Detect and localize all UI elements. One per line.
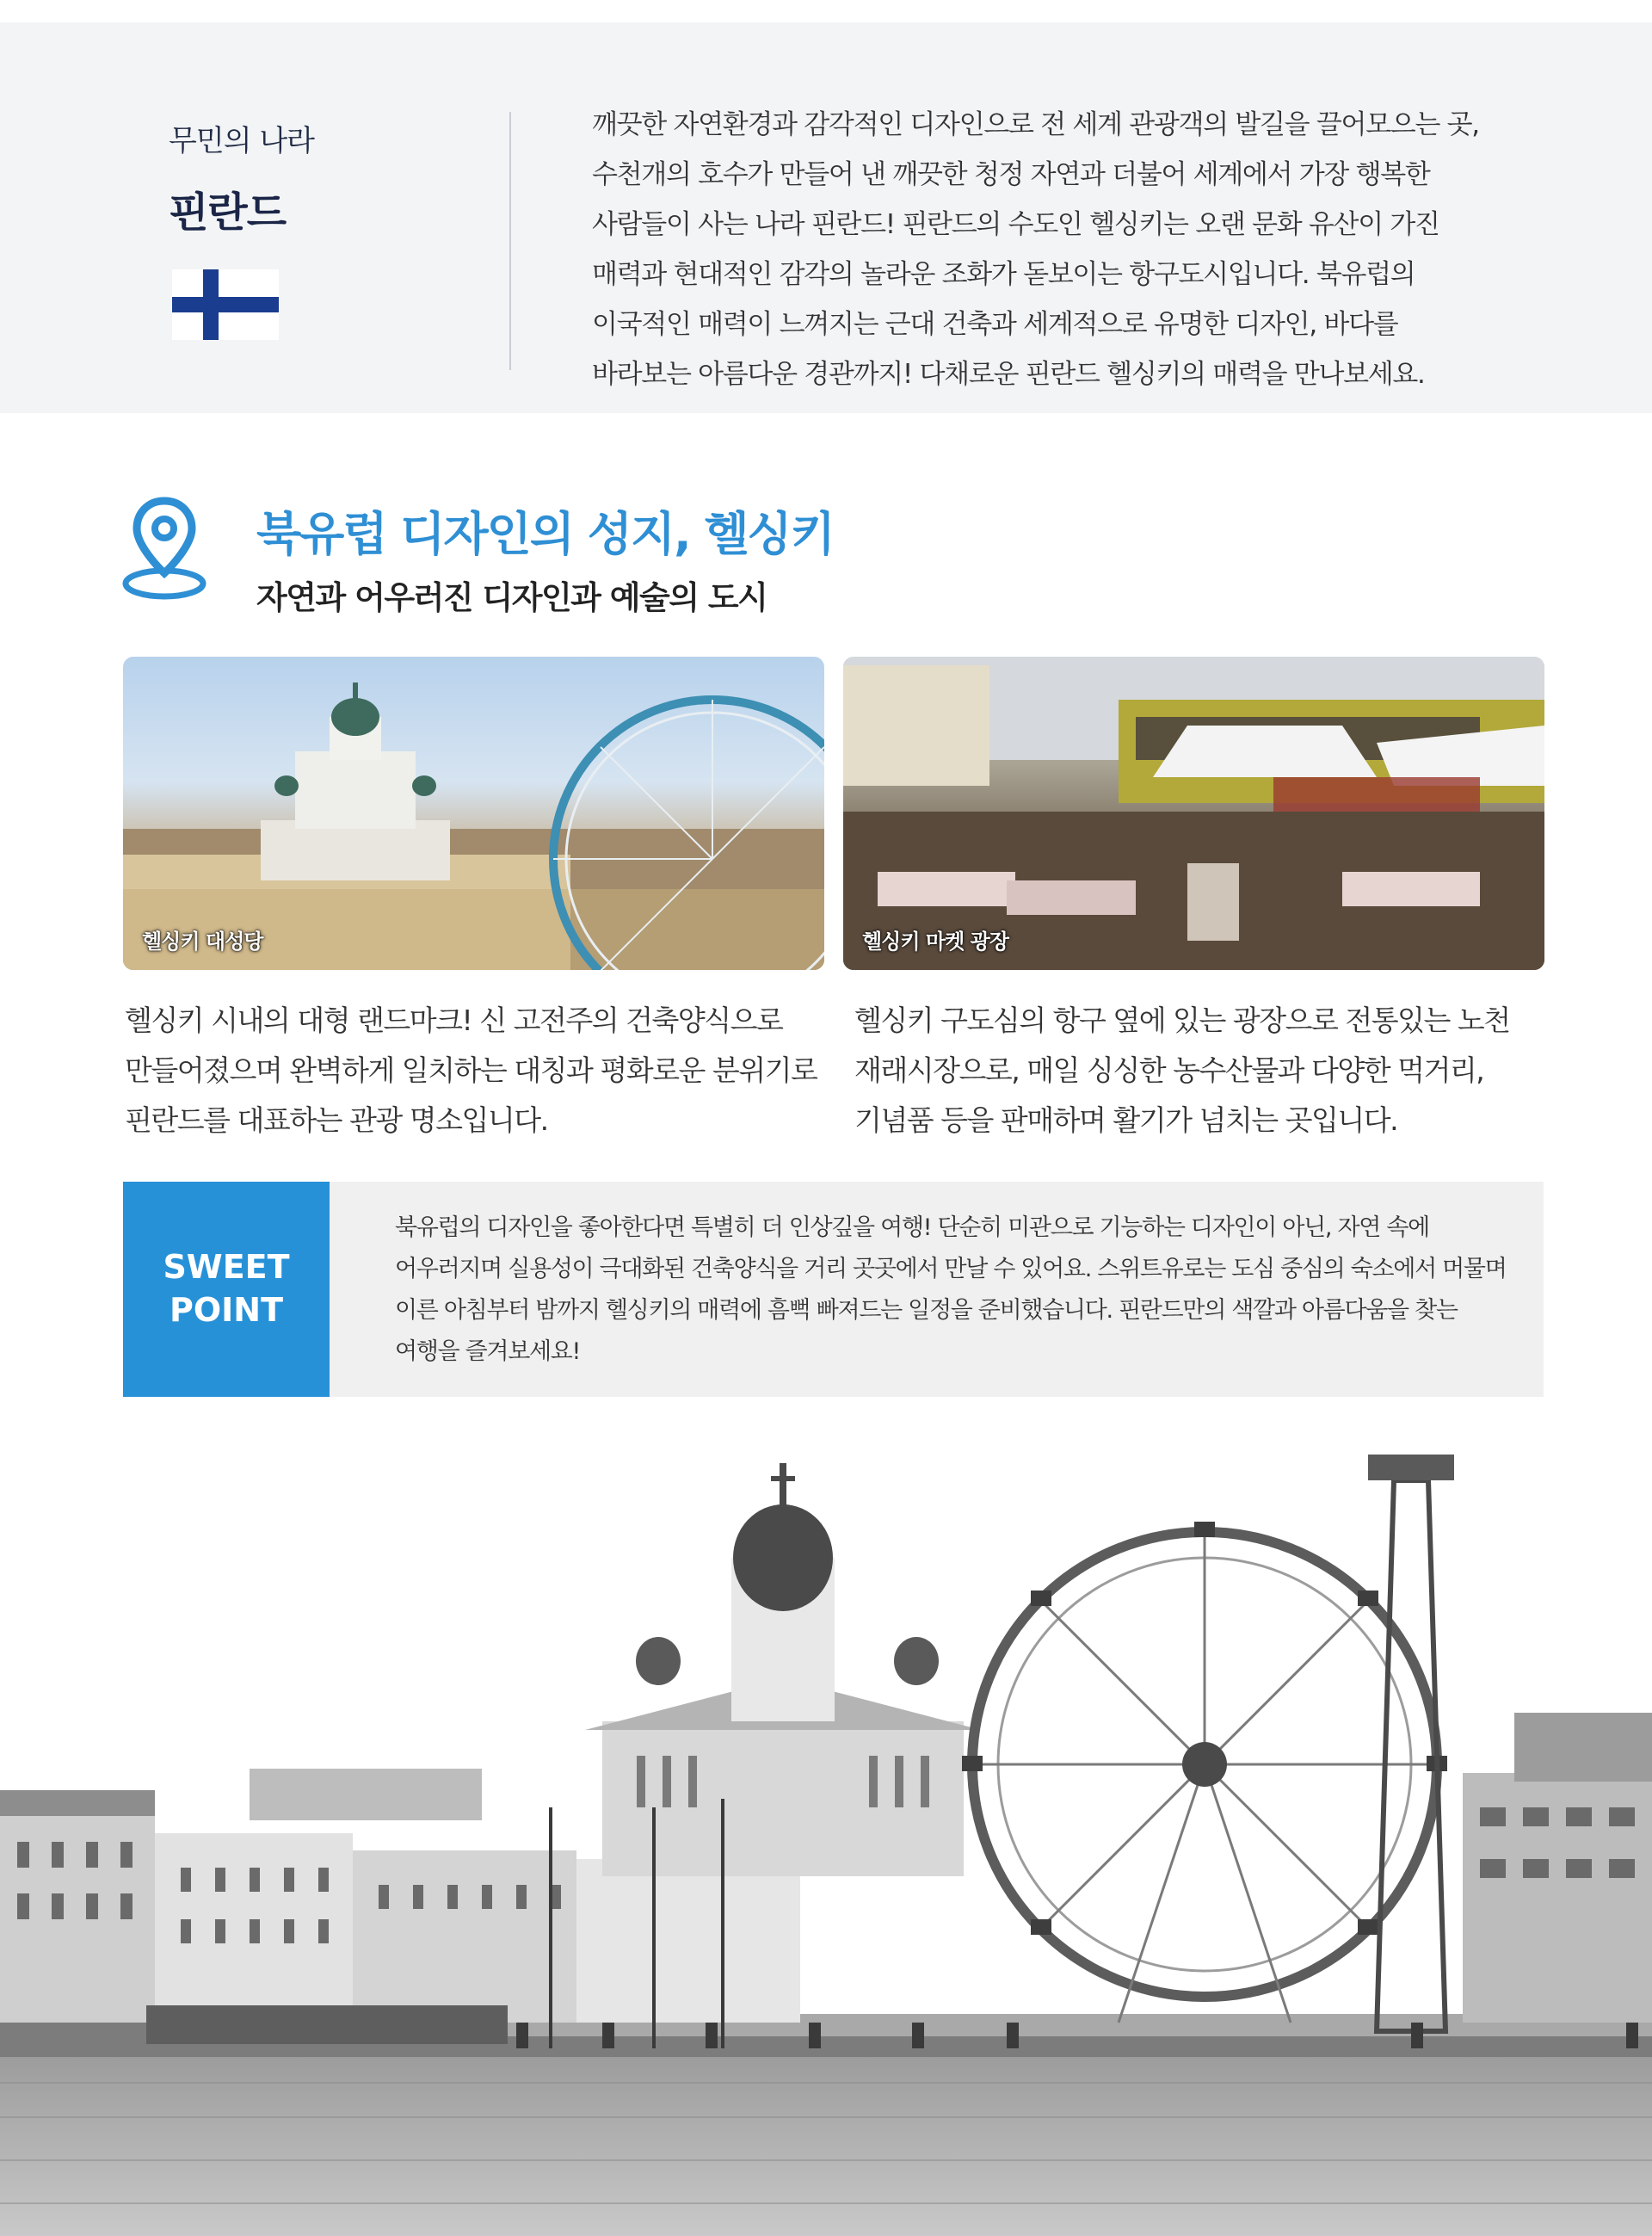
- description-line: 만들어졌으며 완벽하게 일치하는 대칭과 평화로운 분위기로: [125, 1053, 817, 1087]
- divider: [509, 112, 511, 370]
- section-title: 북유럽 디자인의 성지, 헬싱키: [256, 507, 834, 561]
- market-photo: [843, 657, 1544, 970]
- location-pin-icon: [121, 494, 207, 606]
- intro-line: 사람들이 사는 나라 핀란드! 핀란드의 수도인 헬싱키는 오랜 문화 유산이 가진: [592, 209, 1439, 240]
- sweet-point-line: 북유럽의 디자인을 좋아한다면 특별히 더 인상깊을 여행! 단순히 미관으로 기능하는 디자인이 아닌, 자연 속에: [395, 1214, 1429, 1241]
- section-subtitle: 자연과 어우러진 디자인과 예술의 도시: [256, 579, 767, 616]
- sweet-point-box: [123, 1182, 1544, 1397]
- intro-line: 수천개의 호수가 만들어 낸 깨끗한 청정 자연과 더불어 세계에서 가장 행복한: [592, 159, 1430, 190]
- intro-line: 바라보는 아름다운 경관까지! 다채로운 핀란드 헬싱키의 매력을 만나보세요.: [592, 359, 1425, 390]
- intro-subtitle: 무민의 나라: [169, 124, 315, 158]
- sweet-point-line: 어우러지며 실용성이 극대화된 건축양식을 거리 곳곳에서 만날 수 있어요. 스위트유로는 도심 중심의 숙소에서 머물며: [395, 1256, 1507, 1282]
- cathedral-photo: [123, 657, 824, 970]
- intro-line: 깨끗한 자연환경과 감각적인 디자인으로 전 세계 관광객의 발길을 끌어모으는 곳,: [592, 109, 1479, 140]
- sweet-point-line: 이른 아침부터 밤까지 헬싱키의 매력에 흠뻑 빠져드는 일정을 준비했습니다. 핀란드만의 색깔과 아름다움을 찾는: [395, 1297, 1458, 1324]
- cathedral-caption: 헬싱키 대성당: [142, 930, 263, 954]
- intro-description: [592, 100, 1547, 399]
- description-line: 헬싱키 시내의 대형 랜드마크! 신 고전주의 건축양식으로: [125, 1004, 783, 1037]
- description-line: 핀란드를 대표하는 관광 명소입니다.: [125, 1103, 548, 1137]
- sweet-point-label: SWEET POINT: [123, 1182, 330, 1397]
- cathedral-description: [125, 996, 830, 1146]
- intro-line: 매력과 현대적인 감각의 놀라운 조화가 돋보이는 항구도시입니다. 북유럽의: [592, 259, 1415, 290]
- description-line: 기념품 등을 판매하며 활기가 넘치는 곳입니다.: [854, 1103, 1398, 1137]
- intro-section: [0, 22, 1652, 413]
- intro-line: 이국적인 매력이 느껴지는 근대 건축과 세계적으로 유명한 디자인, 바다를: [592, 309, 1398, 340]
- sweet-point-line: 여행을 즐겨보세요!: [395, 1338, 581, 1365]
- market-caption: 헬싱키 마켓 광장: [862, 930, 1008, 954]
- helsinki-skyline-illustration: [0, 1429, 1652, 2236]
- sweet-point-text: [395, 1208, 1531, 1373]
- description-line: 재래시장으로, 매일 싱싱한 농수산물과 다양한 먹거리,: [854, 1053, 1484, 1087]
- intro-title: 핀란드: [169, 188, 287, 237]
- description-line: 헬싱키 구도심의 항구 옆에 있는 광장으로 전통있는 노천: [854, 1004, 1510, 1037]
- market-description: [854, 996, 1560, 1146]
- finland-flag: [172, 269, 279, 340]
